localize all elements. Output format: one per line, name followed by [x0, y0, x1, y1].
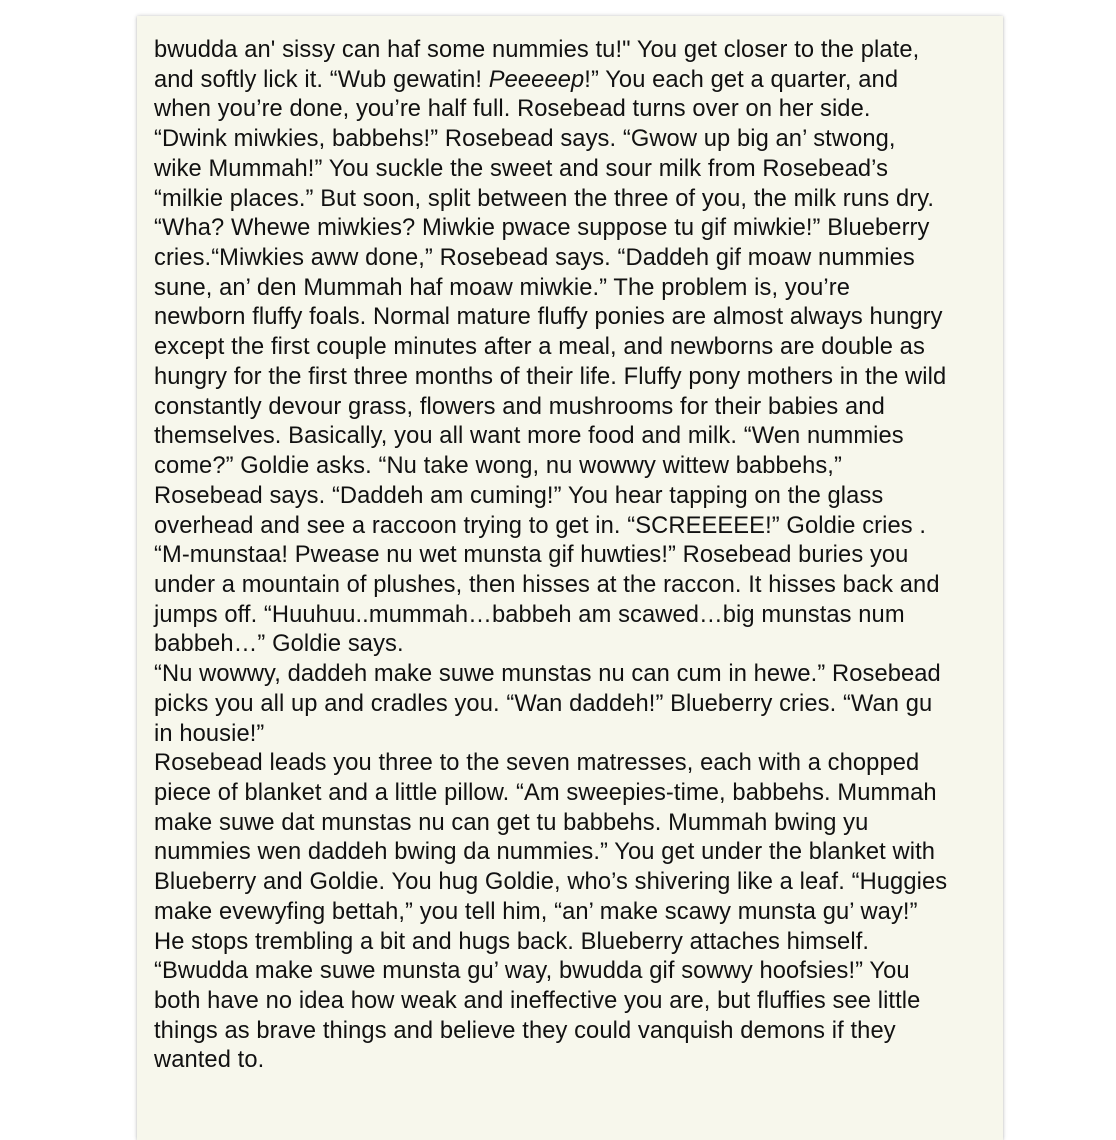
text-line: “M-munstaa! Pwease nu wet munsta gif huwties!” Rosebead buries you: [154, 542, 909, 569]
italic-text: Peeeeep: [488, 66, 585, 93]
text-line: Rosebead leads you three to the seven matresses, each with a chopped: [154, 750, 920, 777]
text-line: cries.“Miwkies aww done,” Rosebead says. “Daddeh gif moaw nummies: [154, 245, 915, 272]
text-line: sune, an’ den Mummah haf moaw miwkie.” The problem is, you’re: [154, 274, 850, 301]
text-line: make suwe dat munstas nu can get tu babbehs. Mummah bwing yu: [154, 809, 869, 836]
text-line: Rosebead says. “Daddeh am cuming!” You hear tapping on the glass: [154, 482, 884, 509]
text-fragment: and softly lick it. “Wub gewatin!: [154, 66, 489, 93]
text-line: “Dwink miwkies, babbehs!” Rosebead says. “Gwow up big an’ stwong,: [154, 126, 896, 153]
text-line: in housie!”: [154, 720, 265, 747]
text-line: piece of blanket and a little pillow. “Am sweepies-time, babbehs. Mummah: [154, 779, 937, 806]
text-line: “Wha? Whewe miwkies? Miwkie pwace suppose tu gif miwkie!” Blueberry: [154, 215, 930, 242]
text-fragment: !” You each get a quarter, and: [584, 66, 899, 93]
text-line: overhead and see a raccoon trying to get in. “SCREEEEE!” Goldie cries .: [154, 512, 927, 539]
text-line: “milkie places.” But soon, split between the three of you, the milk runs dry.: [154, 185, 935, 212]
text-line: picks you all up and cradles you. “Wan daddeh!” Blueberry cries. “Wan gu: [154, 690, 933, 717]
text-line: themselves. Basically, you all want more food and milk. “Wen nummies: [154, 423, 904, 450]
text-line: under a mountain of plushes, then hisses at the raccon. It hisses back and: [154, 571, 940, 598]
text-line: Blueberry and Goldie. You hug Goldie, who’s shivering like a leaf. “Huggies: [154, 869, 948, 896]
text-line: things as brave things and believe they could vanquish demons if they: [154, 1017, 896, 1044]
text-line: He stops trembling a bit and hugs back. Blueberry attaches himself.: [154, 928, 870, 955]
text-line: hungry for the first three months of their life. Fluffy pony mothers in the wild: [154, 363, 947, 390]
text-line: constantly devour grass, flowers and mushrooms for their babies and: [154, 393, 885, 420]
text-line: “Nu wowwy, daddeh make suwe munstas nu can cum in hewe.” Rosebead: [154, 661, 941, 688]
text-line: newborn fluffy foals. Normal mature fluffy ponies are almost always hungry: [154, 304, 943, 331]
text-line: bwudda an' sissy can haf some nummies tu!" You get closer to the plate,: [154, 37, 920, 63]
text-line: wanted to.: [154, 1047, 265, 1074]
text-line: [154, 66, 993, 96]
text-line: babbeh…” Goldie says.: [154, 631, 404, 658]
text-line: jumps off. “Huuhuu..mummah…babbeh am scawed…big munstas num: [154, 601, 905, 628]
text-line: nummies wen daddeh bwing da nummies.” You get under the blanket with: [154, 839, 936, 866]
document-page: [137, 16, 1003, 1140]
text-line: make evewyfing bettah,” you tell him, “an’ make scawy munsta gu’ way!”: [154, 898, 918, 925]
text-line: come?” Goldie asks. “Nu take wong, nu wowwy wittew babbehs,”: [154, 453, 842, 480]
text-line: when you’re done, you’re half full. Rosebead turns over on her side.: [154, 96, 871, 123]
text-line: wike Mummah!” You suckle the sweet and sour milk from Rosebead’s: [154, 155, 889, 182]
text-line: both have no idea how weak and ineffective you are, but fluffies see little: [154, 988, 921, 1014]
text-line: except the first couple minutes after a meal, and newborns are double as: [154, 334, 925, 361]
text-line: “Bwudda make suwe munsta gu’ way, bwudda gif sowwy hoofsies!” You: [154, 958, 910, 985]
